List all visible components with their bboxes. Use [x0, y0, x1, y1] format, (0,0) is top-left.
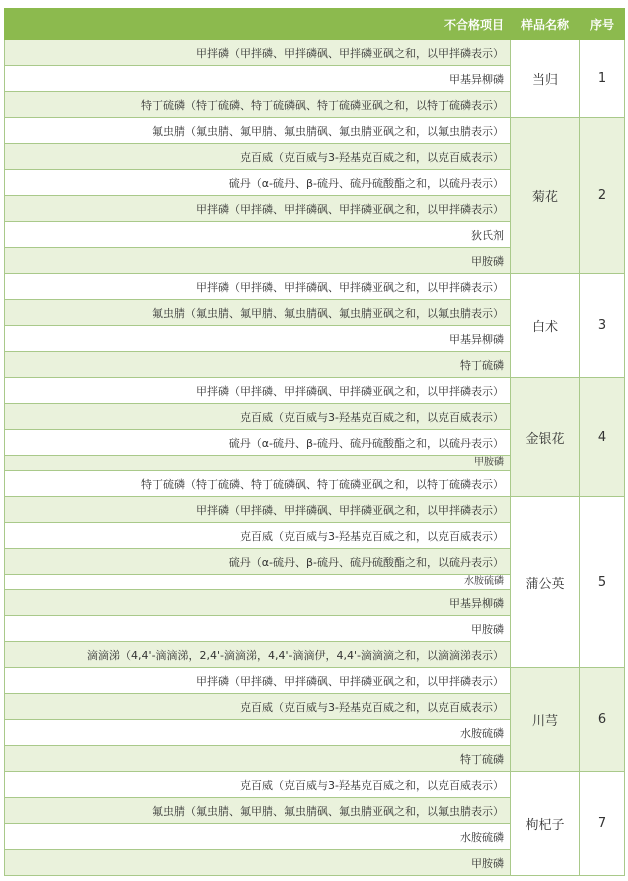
table-cell-item: 克百威（克百威与3-羟基克百威之和，以克百威表示）: [5, 144, 511, 170]
table-cell-item: 克百威（克百威与3-羟基克百威之和，以克百威表示）: [5, 523, 511, 549]
table-cell-index: 5: [580, 497, 625, 668]
table-cell-item: 硫丹（α-硫丹、β-硫丹、硫丹硫酸酯之和，以硫丹表示）: [5, 549, 511, 575]
table-cell-item: 特丁硫磷: [5, 746, 511, 772]
table-cell-item: 水胺硫磷: [5, 575, 511, 590]
table-cell-item: 甲基异柳磷: [5, 66, 511, 92]
table-cell-sample-name: 菊花: [511, 118, 580, 274]
table-cell-item: 氟虫腈（氟虫腈、氟甲腈、氟虫腈砜、氟虫腈亚砜之和，以氟虫腈表示）: [5, 798, 511, 824]
table-cell-item: 甲基异柳磷: [5, 326, 511, 352]
table-cell-item: 克百威（克百威与3-羟基克百威之和，以克百威表示）: [5, 404, 511, 430]
table-cell-item: 滴滴涕（4,4'-滴滴涕，2,4'-滴滴涕，4,4'-滴滴伊，4,4'-滴滴滴之和，以滴滴涕表示）: [5, 642, 511, 668]
table-cell-index: 3: [580, 274, 625, 378]
table-cell-item: 甲基异柳磷: [5, 590, 511, 616]
table-cell-index: 6: [580, 668, 625, 772]
table-cell-item: 狄氏剂: [5, 222, 511, 248]
table-cell-item: 水胺硫磷: [5, 824, 511, 850]
table-cell-sample-name: 川芎: [511, 668, 580, 772]
table-cell-item: 甲拌磷（甲拌磷、甲拌磷砜、甲拌磷亚砜之和，以甲拌磷表示）: [5, 196, 511, 222]
table-cell-item: 特丁硫磷: [5, 352, 511, 378]
table-cell-item: 甲胺磷: [5, 456, 511, 471]
table-cell-item: 甲拌磷（甲拌磷、甲拌磷砜、甲拌磷亚砜之和，以甲拌磷表示）: [5, 668, 511, 694]
table-header-row: [5, 9, 625, 40]
table-cell-item: 特丁硫磷（特丁硫磷、特丁硫磷砜、特丁硫磷亚砜之和，以特丁硫磷表示）: [5, 92, 511, 118]
table-cell-index: 2: [580, 118, 625, 274]
table-cell-item: 克百威（克百威与3-羟基克百威之和，以克百威表示）: [5, 772, 511, 798]
table-container: [4, 8, 624, 876]
table-cell-item: 氟虫腈（氟虫腈、氟甲腈、氟虫腈砜、氟虫腈亚砜之和，以氟虫腈表示）: [5, 300, 511, 326]
table-cell-sample-name: 白术: [511, 274, 580, 378]
table-cell-item: 硫丹（α-硫丹、β-硫丹、硫丹硫酸酯之和，以硫丹表示）: [5, 170, 511, 196]
table-cell-item: 甲拌磷（甲拌磷、甲拌磷砜、甲拌磷亚砜之和，以甲拌磷表示）: [5, 497, 511, 523]
table-cell-item: 氟虫腈（氟虫腈、氟甲腈、氟虫腈砜、氟虫腈亚砜之和，以氟虫腈表示）: [5, 118, 511, 144]
table-cell-item: 甲拌磷（甲拌磷、甲拌磷砜、甲拌磷亚砜之和，以甲拌磷表示）: [5, 274, 511, 300]
table-cell-sample-name: 枸杞子: [511, 772, 580, 876]
table-cell-sample-name: 蒲公英: [511, 497, 580, 668]
table-cell-item: 甲胺磷: [5, 248, 511, 274]
header-index: 序号: [580, 9, 625, 40]
table-cell-sample-name: 金银花: [511, 378, 580, 497]
table-body: [5, 40, 625, 876]
header-sample-name: 样品名称: [511, 9, 580, 40]
table-cell-item: 克百威（克百威与3-羟基克百威之和，以克百威表示）: [5, 694, 511, 720]
table-cell-item: 甲拌磷（甲拌磷、甲拌磷砜、甲拌磷亚砜之和，以甲拌磷表示）: [5, 40, 511, 66]
header-items: 不合格项目: [5, 9, 511, 40]
table-cell-sample-name: 当归: [511, 40, 580, 118]
table-cell-item: 甲胺磷: [5, 850, 511, 876]
table-cell-item: 硫丹（α-硫丹、β-硫丹、硫丹硫酸酯之和，以硫丹表示）: [5, 430, 511, 456]
table-cell-item: 甲胺磷: [5, 616, 511, 642]
table-cell-index: 4: [580, 378, 625, 497]
table-cell-item: 甲拌磷（甲拌磷、甲拌磷砜、甲拌磷亚砜之和，以甲拌磷表示）: [5, 378, 511, 404]
table-cell-item: 特丁硫磷（特丁硫磷、特丁硫磷砜、特丁硫磷亚砜之和，以特丁硫磷表示）: [5, 471, 511, 497]
unqualified-items-table: [4, 8, 625, 876]
table-cell-item: 水胺硫磷: [5, 720, 511, 746]
table-cell-index: 1: [580, 40, 625, 118]
table-cell-index: 7: [580, 772, 625, 876]
